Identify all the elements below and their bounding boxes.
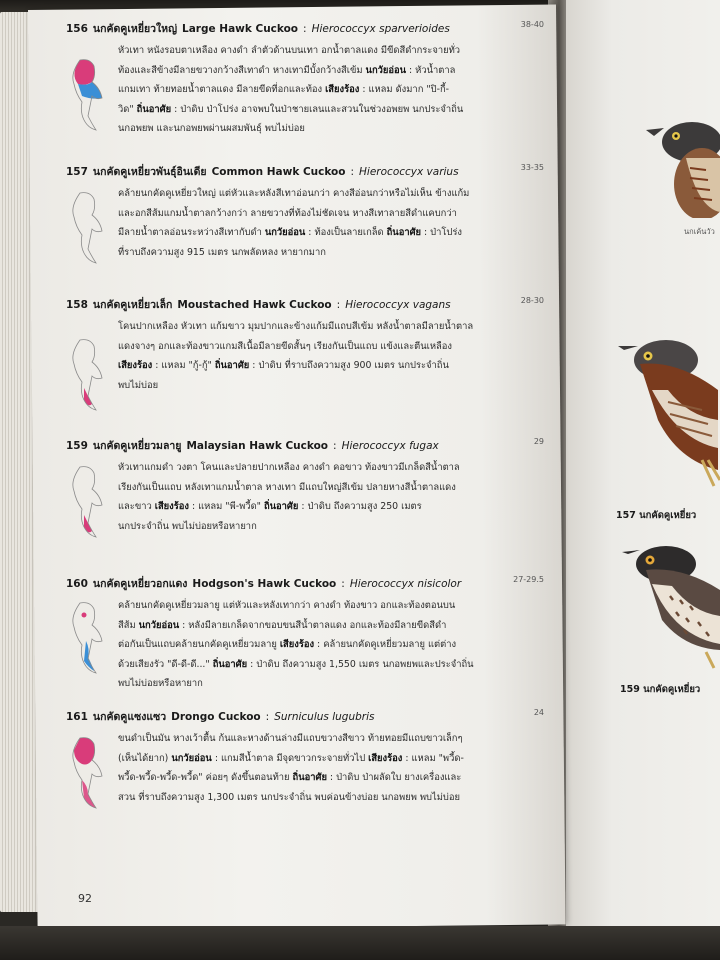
field-text: : แหลม "พี-พวี้ด" bbox=[189, 501, 264, 512]
species-number: 158 bbox=[66, 299, 88, 311]
field-text: : ป่าโปร่ง bbox=[421, 227, 462, 238]
scientific-name: Hierococcyx sparverioides bbox=[311, 23, 450, 35]
field-text: : ป่าดิบ ที่ราบถึงความสูง 900 เมตร นกประจำถิ่น bbox=[249, 360, 449, 371]
thai-name: นกคัดคูเหยี่ยวอกแดง bbox=[92, 578, 188, 590]
field-label: ถิ่นอาศัย bbox=[212, 658, 248, 670]
field-label: เสียงร้อง bbox=[118, 360, 153, 371]
species-number: 159 bbox=[66, 440, 88, 452]
description-line bbox=[118, 80, 544, 100]
field-text: : แหลม "พวี้ด- bbox=[402, 752, 464, 764]
plate-reference: 38-40 bbox=[520, 20, 544, 29]
english-name: Common Hawk Cuckoo bbox=[211, 166, 346, 178]
field-text: วิด" bbox=[118, 103, 137, 115]
field-label: ถิ่นอาศัย bbox=[386, 227, 422, 238]
species-number: 160 bbox=[66, 578, 88, 590]
book-bottom-edge bbox=[0, 926, 720, 960]
field-text: นกอพยพ และนกอพยพผ่านผสมพันธุ์ พบไม่บ่อย bbox=[118, 123, 305, 134]
bird-illustration-157 bbox=[618, 330, 720, 490]
field-text: ต่อกันเป็นแถบคล้ายนกคัดคูเหยี่ยวมลายู bbox=[118, 639, 280, 650]
plate-reference: 27-29.5 bbox=[513, 575, 544, 584]
species-entry bbox=[66, 20, 544, 139]
plate-reference: 29 bbox=[533, 437, 544, 446]
field-text: : ป่าดิบ ถึงความสูง 250 เมตร bbox=[298, 501, 422, 512]
range-map-thailand bbox=[66, 338, 110, 412]
description-line bbox=[118, 635, 544, 655]
species-description bbox=[118, 184, 544, 262]
field-label: ถิ่นอาศัย bbox=[263, 501, 299, 512]
species-description bbox=[118, 729, 544, 807]
field-text: : ป่าดิบ ถึงความสูง 1,550 เมตร นกอพยพและประจำถิ่น bbox=[247, 658, 474, 670]
range-map-thailand bbox=[66, 736, 110, 810]
field-text: ที่ราบถึงความสูง 915 เมตร นกพลัดหลง หายากมาก bbox=[118, 246, 326, 258]
bird-illustration-159 bbox=[622, 540, 720, 670]
description-line bbox=[118, 376, 544, 396]
separator: : bbox=[341, 578, 345, 590]
species-heading bbox=[66, 163, 544, 180]
field-label: เสียงร้อง bbox=[279, 639, 315, 650]
field-text: ท้องและสีข้างมีลายขวางกว้างสีเทาดำ หางเทามีบั้งกว้างสีเข้ม bbox=[118, 64, 366, 76]
field-text: พบไม่บ่อยหรือหายาก bbox=[118, 678, 203, 689]
scientific-name: Hierococcyx nisicolor bbox=[349, 578, 462, 590]
field-text: สวน ที่ราบถึงความสูง 1,300 เมตร นกประจำถิ่น พบค่อนข้างบ่อย นกอพยพ พบไม่บ่อย bbox=[118, 791, 460, 803]
description-line bbox=[118, 749, 544, 769]
thai-name: นกคัดคูเหยี่ยวเล็ก bbox=[92, 299, 173, 311]
scientific-name: Surniculus lugubris bbox=[274, 711, 375, 723]
field-label: เสียงร้อง bbox=[368, 752, 403, 764]
thai-name: นกคัดคูเหยี่ยวใหญ่ bbox=[92, 23, 178, 35]
thai-name: นกคัดคูเหยี่ยวพันธุ์อินเดีย bbox=[92, 166, 207, 178]
species-description bbox=[118, 458, 544, 536]
species-number: 156 bbox=[66, 23, 88, 35]
field-text: มีลายน้ำตาลอ่อนระหว่างสีเทากับดำ bbox=[118, 227, 265, 238]
field-label: ถิ่นอาศัย bbox=[136, 103, 172, 115]
thai-name: นกคัดคูเหยี่ยวมลายู bbox=[92, 440, 182, 452]
description-line bbox=[118, 655, 544, 675]
description-line bbox=[118, 317, 544, 337]
field-text: และขาว bbox=[118, 501, 155, 512]
field-text: แกมเทา ท้ายทอยน้ำตาลแดง มีลายขีดที่อกและท้อง bbox=[118, 84, 326, 95]
english-name: Hodgson's Hawk Cuckoo bbox=[192, 578, 337, 590]
field-text: (เห็นได้ยาก) bbox=[118, 752, 172, 764]
description-line bbox=[118, 458, 544, 478]
species-description bbox=[118, 317, 544, 395]
field-text: ขนดำเป็นมัน หางเว้าตื้น ก้นและหางด้านล่างมีแถบขวางสีขาว ท้ายทอยมีแถบขาวเล็กๆ bbox=[118, 733, 463, 744]
description-line bbox=[118, 61, 544, 81]
field-text: ด้วยเสียงรัว "ดี-ดี-ดี..." bbox=[118, 658, 213, 670]
page-number: 92 bbox=[78, 892, 92, 905]
scientific-name: Hierococcyx vagans bbox=[345, 299, 451, 311]
description-line bbox=[118, 223, 544, 243]
field-text: : หลังมีลายเกล็ดจากขอบขนสีน้ำตาลแดง อกและท้องมีลายขีดสีดำ bbox=[179, 619, 447, 631]
description-line bbox=[118, 356, 544, 376]
field-text: : แหลม "กู้-กู้" bbox=[152, 360, 215, 371]
plate-reference: 33-35 bbox=[520, 163, 544, 172]
species-heading bbox=[66, 708, 544, 725]
description-line bbox=[118, 616, 544, 636]
field-text: นกประจำถิ่น พบไม่บ่อยหรือหายาก bbox=[118, 520, 257, 532]
description-line bbox=[118, 768, 544, 788]
field-text: : หัวน้ำตาล bbox=[406, 64, 456, 76]
english-name: Large Hawk Cuckoo bbox=[182, 23, 299, 35]
species-entry bbox=[66, 163, 544, 262]
separator: : bbox=[333, 440, 337, 452]
field-text: : แกมสีน้ำตาล มีจุดขาวกระจายทั่วไป bbox=[211, 752, 369, 764]
field-label: เสียงร้อง bbox=[154, 501, 189, 512]
right-page-plate bbox=[566, 0, 720, 930]
field-text: สีส้ม bbox=[118, 619, 139, 631]
species-description bbox=[118, 41, 544, 139]
description-line bbox=[118, 204, 544, 224]
field-text: คล้ายนกคัดคูเหยี่ยวมลายู แต่หัวและหลังเทากว่า คางดำ ท้องขาว อกและท้องตอนบน bbox=[118, 600, 456, 611]
species-entry bbox=[66, 708, 544, 807]
plate-label-top: นกเค้นวัว bbox=[684, 227, 715, 236]
range-map-thailand bbox=[66, 58, 110, 132]
field-text: เรียงกันเป็นแถบ หลังเทาแกมน้ำตาล หางเทา มีแถบใหญ่สีเข้ม ปลายหางสีน้ำตาลแดง bbox=[118, 481, 456, 493]
description-line bbox=[118, 119, 544, 139]
description-line bbox=[118, 788, 544, 808]
field-text: พวี้ด-พวี้ด-พวี้ด-พวี้ด" ค่อยๆ ดังขึ้นตอนท้าย bbox=[118, 772, 293, 783]
plate-caption-159: 159 นกคัดคูเหยี่ยว bbox=[620, 684, 701, 695]
field-text: : ป่าดิบ ป่าโปร่ง อาจพบในป่าชายเลนและสวนในช่วงอพยพ นกประจำถิ่น bbox=[171, 103, 464, 115]
separator: : bbox=[265, 711, 270, 723]
description-line bbox=[118, 337, 544, 357]
field-label: นกวัยอ่อน bbox=[171, 752, 212, 764]
description-line bbox=[118, 243, 544, 263]
description-line bbox=[118, 596, 544, 616]
field-label: นกวัยอ่อน bbox=[264, 227, 306, 238]
scientific-name: Hierococcyx fugax bbox=[341, 440, 439, 452]
field-label: เสียงร้อง bbox=[325, 84, 360, 95]
species-entry bbox=[66, 575, 544, 694]
species-entry bbox=[66, 296, 544, 395]
range-map-thailand bbox=[66, 465, 110, 539]
field-text: : ท้องเป็นลายเกล็ด bbox=[305, 227, 387, 238]
field-text: พบไม่บ่อย bbox=[118, 379, 159, 391]
species-entry bbox=[66, 437, 544, 536]
species-heading bbox=[66, 575, 544, 592]
species-heading bbox=[66, 296, 544, 313]
field-label: ถิ่นอาศัย bbox=[292, 772, 327, 783]
english-name: Moustached Hawk Cuckoo bbox=[177, 299, 332, 311]
field-text: หัวเทาแกมดำ วงตา โคนและปลายปากเหลือง คางดำ คอขาว ท้องขาวมีเกล็ดสีน้ำตาล bbox=[118, 462, 460, 473]
field-text: : ป่าดิบ ป่าผลัดใบ ยางเครื่องและ bbox=[326, 772, 462, 783]
separator: : bbox=[303, 23, 307, 35]
field-label: นกวัยอ่อน bbox=[365, 64, 407, 76]
description-line bbox=[118, 729, 544, 749]
species-heading bbox=[66, 437, 544, 454]
description-line bbox=[118, 497, 544, 517]
species-description bbox=[118, 596, 544, 694]
description-line bbox=[118, 674, 544, 694]
field-label: นกวัยอ่อน bbox=[138, 619, 180, 631]
field-label: ถิ่นอาศัย bbox=[214, 360, 250, 371]
description-line bbox=[118, 517, 544, 537]
field-text: : แหลม ดังมาก "ปิ-กี้- bbox=[359, 84, 450, 95]
field-text: และอกสีส้มแกมน้ำตาลกว้างกว่า ลายขวางที่ท้องไม่ชัดเจน หางสีเทาลายสีดำแคบกว่า bbox=[118, 207, 457, 219]
range-map-thailand bbox=[66, 601, 110, 675]
english-name: Drongo Cuckoo bbox=[171, 711, 261, 723]
field-text: : คล้ายนกคัดคูเหยี่ยวมลายู แต่ต่าง bbox=[314, 639, 457, 650]
field-text: โคนปากเหลือง หัวเทา แก้มขาว มุมปากและข้างแก้มมีแถบสีเข้ม หลังน้ำตาลมีลายน้ำตาล bbox=[118, 321, 474, 332]
field-text: แดงจางๆ อกและท้องขาวแกมสีเนื้อมีลายขีดสั้นๆ เรียงกันเป็นแถบ แข้งและตีนเหลือง bbox=[118, 340, 452, 352]
plate-reference: 24 bbox=[533, 708, 544, 717]
field-text: หัวเทา หนังรอบตาเหลือง คางดำ ลำตัวด้านบนเทา อกน้ำตาลแดง มีขีดสีดำกระจายทั่ว bbox=[118, 45, 461, 56]
scientific-name: Hierococcyx varius bbox=[359, 166, 459, 178]
description-line bbox=[118, 478, 544, 498]
description-line bbox=[118, 184, 544, 204]
english-name: Malaysian Hawk Cuckoo bbox=[186, 440, 329, 452]
plate-reference: 28-30 bbox=[520, 296, 544, 305]
plate-caption-157: 157 นกคัดคูเหยี่ยว bbox=[616, 510, 697, 521]
description-line bbox=[118, 41, 544, 61]
field-text: คล้ายนกคัดคูเหยี่ยวใหญ่ แต่หัวและหลังสีเทาอ่อนกว่า คางสีอ่อนกว่าหรือไม่เห็น ข้างแก้ม bbox=[118, 188, 470, 199]
species-heading bbox=[66, 20, 544, 37]
thai-name: นกคัดคูแซงแซว bbox=[92, 711, 167, 723]
species-number: 161 bbox=[66, 711, 88, 723]
bird-illustration-top bbox=[646, 108, 720, 218]
species-number: 157 bbox=[66, 166, 88, 178]
separator: : bbox=[336, 299, 341, 311]
range-map-thailand bbox=[66, 191, 110, 265]
separator: : bbox=[350, 166, 355, 178]
description-line bbox=[118, 100, 544, 120]
